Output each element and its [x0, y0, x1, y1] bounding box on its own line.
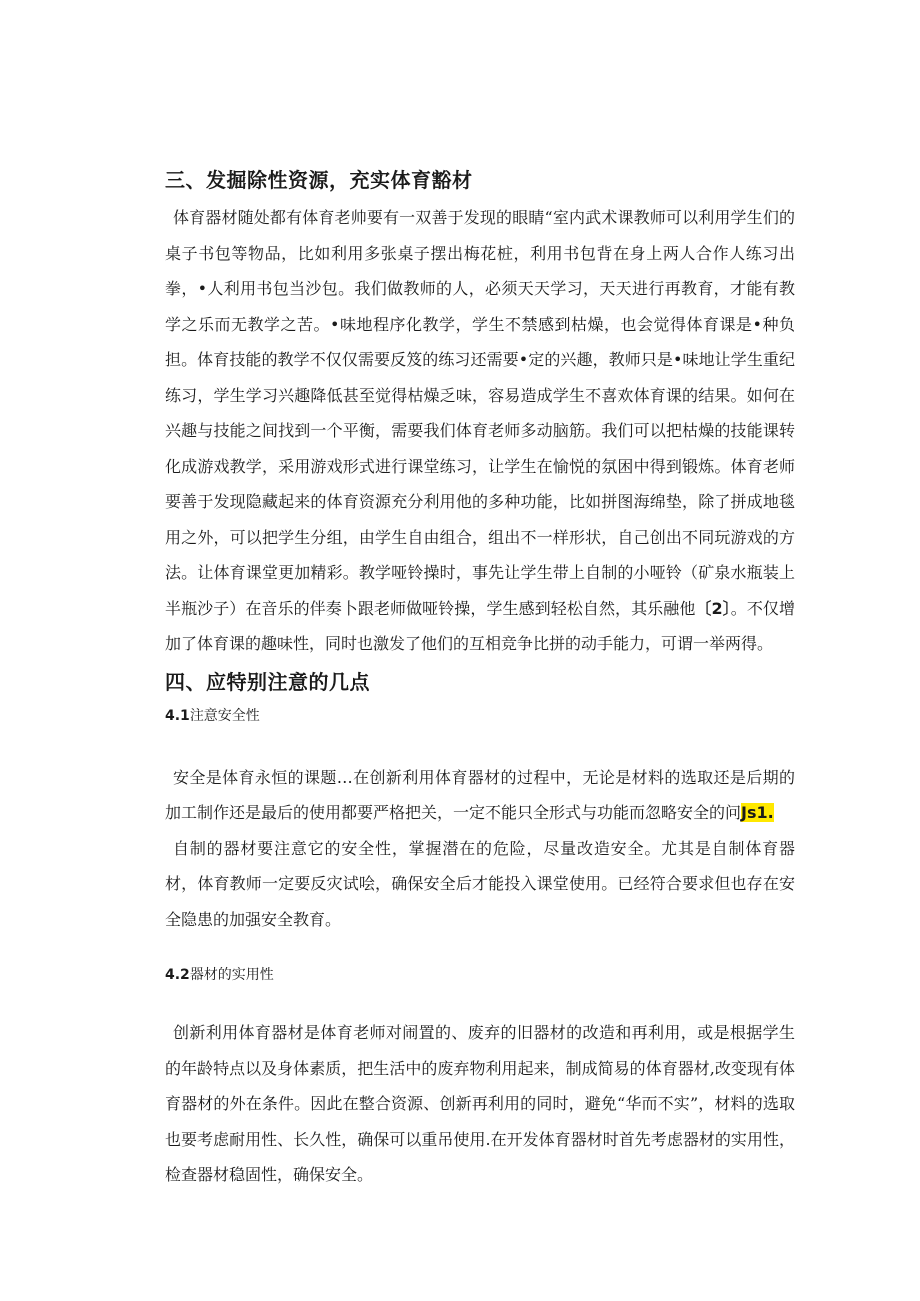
subsection-4-2-number: 4.2 [165, 967, 190, 983]
subsection-4-1-paragraph-1 [165, 760, 795, 831]
citation-2: 〔2〕 [695, 598, 731, 618]
document-body [165, 160, 795, 1193]
subsection-4-1-paragraph-2: 自制的器材要注意它的安全性，掌握潜在的危险，尽量改造安全。尤其是自制体育器材，体育教师一定要反灾试哙，确保安全后才能投入课堂使用。已经符合要求但也存在安全隐患的加强安全教育。 [165, 838, 795, 929]
section-3-text-a: 体育器材随处都有体育老帅要有一双善于发现的眼睛“室内武术课教师可以利用学生们的桌子书包等物品，比如利用多张桌子摆出梅花桩，利用书包背在身上两人合作人练习出拳，•人利用书包当沙包。我们做教师的人，必须天天学习，天天进行再教育，才能有教学之乐而无教学之苦。•味地程序化教学，学生不禁感到枯燥，也会觉得体育课是•种负担。体育技能的教学不仅仅需要反笈的练习还需要•定的兴趣，教师只是•味地让学生重纪练习，学生学习兴趣降低甚至觉得枯燥乏味，容易造成学生不喜欢体育课的结果。如何在兴趣与技能之间找到一个平衡，需要我们体育老师多动脑筋。我们可以把枯燥的技能课转化成游戏教学，采用游戏形式进行课堂练习，让学生在愉悦的氛困中得到锻炼。体育老师要善于发现隐藏起来的体育资源充分利用他的多种功能，比如拼图海绵垫，除了拼成地毯用之外，可以把学生分组，由学生自由组合，组出不一样形状，自己创出不同玩游戏的方法。让体育课堂更加精彩。教学哑铃操时，事先让学生带上自制的小哑铃（矿泉水瓶装上半瓶沙子）在音乐的伴奏卜跟老师做哑铃操，学生感到轻松自然，其乐融他 [165, 208, 795, 618]
subsection-4-2-heading [165, 963, 795, 987]
section-3-heading: 三、发掘除性资源，充实体育豁材 [165, 168, 473, 192]
section-4-heading: 四、应特别注意的几点 [165, 669, 370, 694]
subsection-4-1-label: 注意安全性 [189, 707, 260, 724]
subsection-4-1-number: 4.1 [165, 707, 190, 724]
section-3-paragraph [165, 200, 795, 662]
subsection-4-2-paragraph: 创新利用体育器材是体育老师对闹置的、废弃的旧器材的改造和再利用，或是根据学生的年龄特点以及身体素质，把生活中的废弃物利用起来，制成简易的体育器材,改变现有体育器材的外在条件。因此在整合资源、创新再利用的同时，避免“华而不实”，材料的选取也要考虑耐用性、长久性，确保可以重吊使用.在开发体育器材时首先考虑器材的实用性，检查器材稳固性，确保安全。 [165, 1023, 795, 1184]
subsection-4-2-label: 器材的实用性 [189, 967, 274, 983]
subsection-4-1-text: 安全是体育永恒的课题…在创新利用体育器材的过程中，无论是材料的选取还是后期的加工制作还是最后的使用都要严格把关，一定不能只全形式与功能而忽略安全的问 [165, 767, 795, 822]
section-3-text-b: 。不仅增加了体育课的趣味性，同时也激发了他们的互相竞争比拼的动手能力，可谓一举两得。 [165, 598, 795, 653]
highlighted-text: Js1. [741, 803, 774, 822]
subsection-4-1-heading [165, 704, 795, 728]
